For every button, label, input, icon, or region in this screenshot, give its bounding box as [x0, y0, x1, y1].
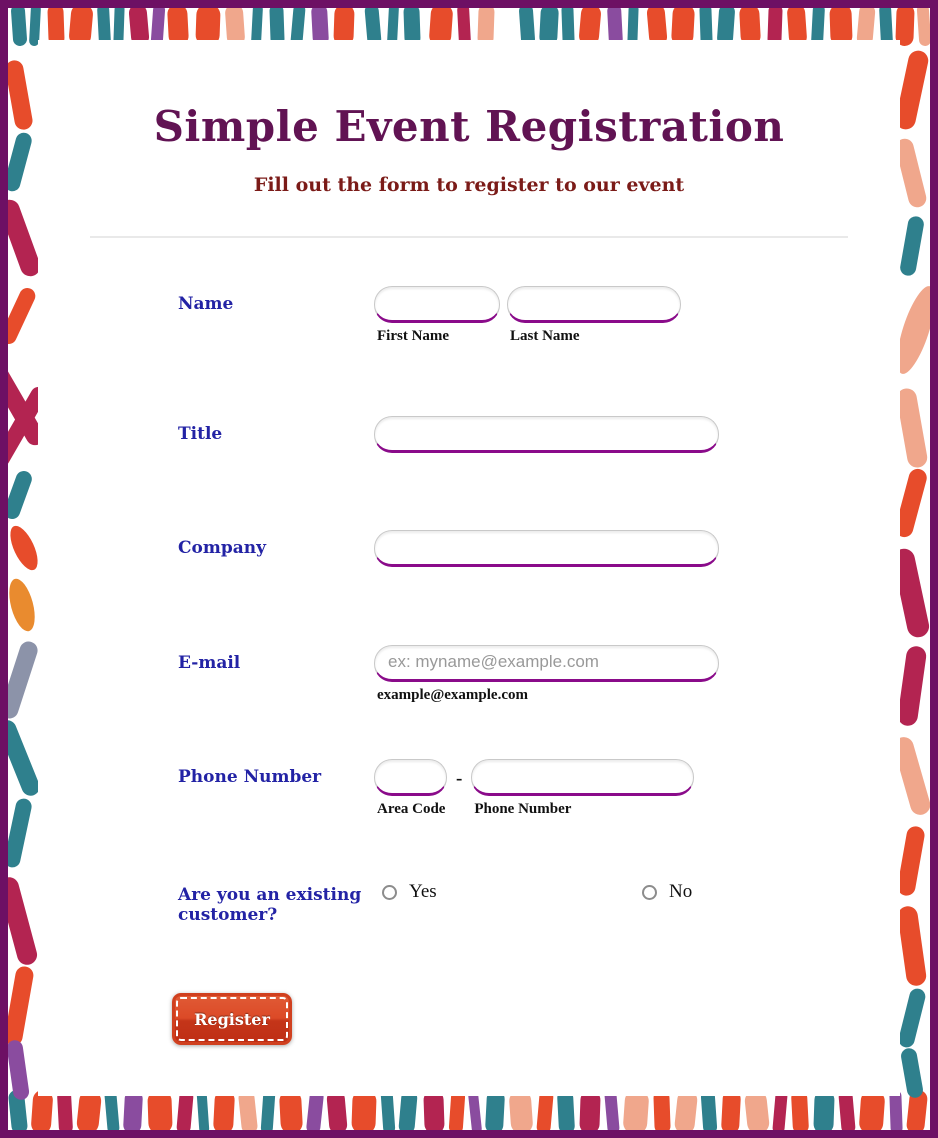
- register-button[interactable]: [172, 993, 292, 1045]
- yes-radio[interactable]: [382, 885, 397, 900]
- title-input[interactable]: [374, 416, 719, 453]
- name-label: Name: [178, 294, 234, 314]
- no-radio[interactable]: [642, 885, 657, 900]
- last-name-sublabel: Last Name: [510, 328, 580, 344]
- title-label: Title: [178, 424, 223, 444]
- email-label: E-mail: [178, 653, 241, 673]
- phone-field-row: [178, 759, 870, 818]
- existing-customer-label: Are you an existing customer?: [178, 885, 362, 925]
- email-input[interactable]: [374, 645, 719, 682]
- existing-customer-row: [178, 877, 870, 925]
- form-subtitle: Fill out the form to register to our event: [253, 174, 685, 196]
- name-field-row: [178, 286, 870, 345]
- phone-number-input[interactable]: [471, 759, 694, 796]
- company-label: Company: [178, 538, 266, 558]
- form-card: [38, 40, 900, 1096]
- phone-label: Phone Number: [178, 767, 322, 787]
- register-button-label: Register: [194, 1009, 270, 1029]
- area-code-input[interactable]: [374, 759, 447, 796]
- email-field-row: [178, 645, 870, 704]
- header-divider: [90, 236, 848, 238]
- last-name-input[interactable]: [507, 286, 681, 323]
- company-field-row: [178, 530, 870, 567]
- existing-customer-options: [374, 877, 870, 917]
- no-radio-option[interactable]: [642, 881, 692, 903]
- yes-radio-option[interactable]: [382, 881, 437, 903]
- form-title: Simple Event Registration: [153, 102, 785, 151]
- phone-number-sublabel: Phone Number: [474, 801, 572, 817]
- email-sublabel: example@example.com: [377, 687, 528, 703]
- phone-separator: -: [456, 768, 463, 789]
- area-code-sublabel: Area Code: [377, 801, 446, 817]
- first-name-sublabel: First Name: [377, 328, 450, 344]
- no-radio-label: No: [669, 881, 693, 902]
- company-input[interactable]: [374, 530, 719, 567]
- first-name-input[interactable]: [374, 286, 500, 323]
- yes-radio-label: Yes: [409, 881, 437, 902]
- title-field-row: [178, 416, 870, 453]
